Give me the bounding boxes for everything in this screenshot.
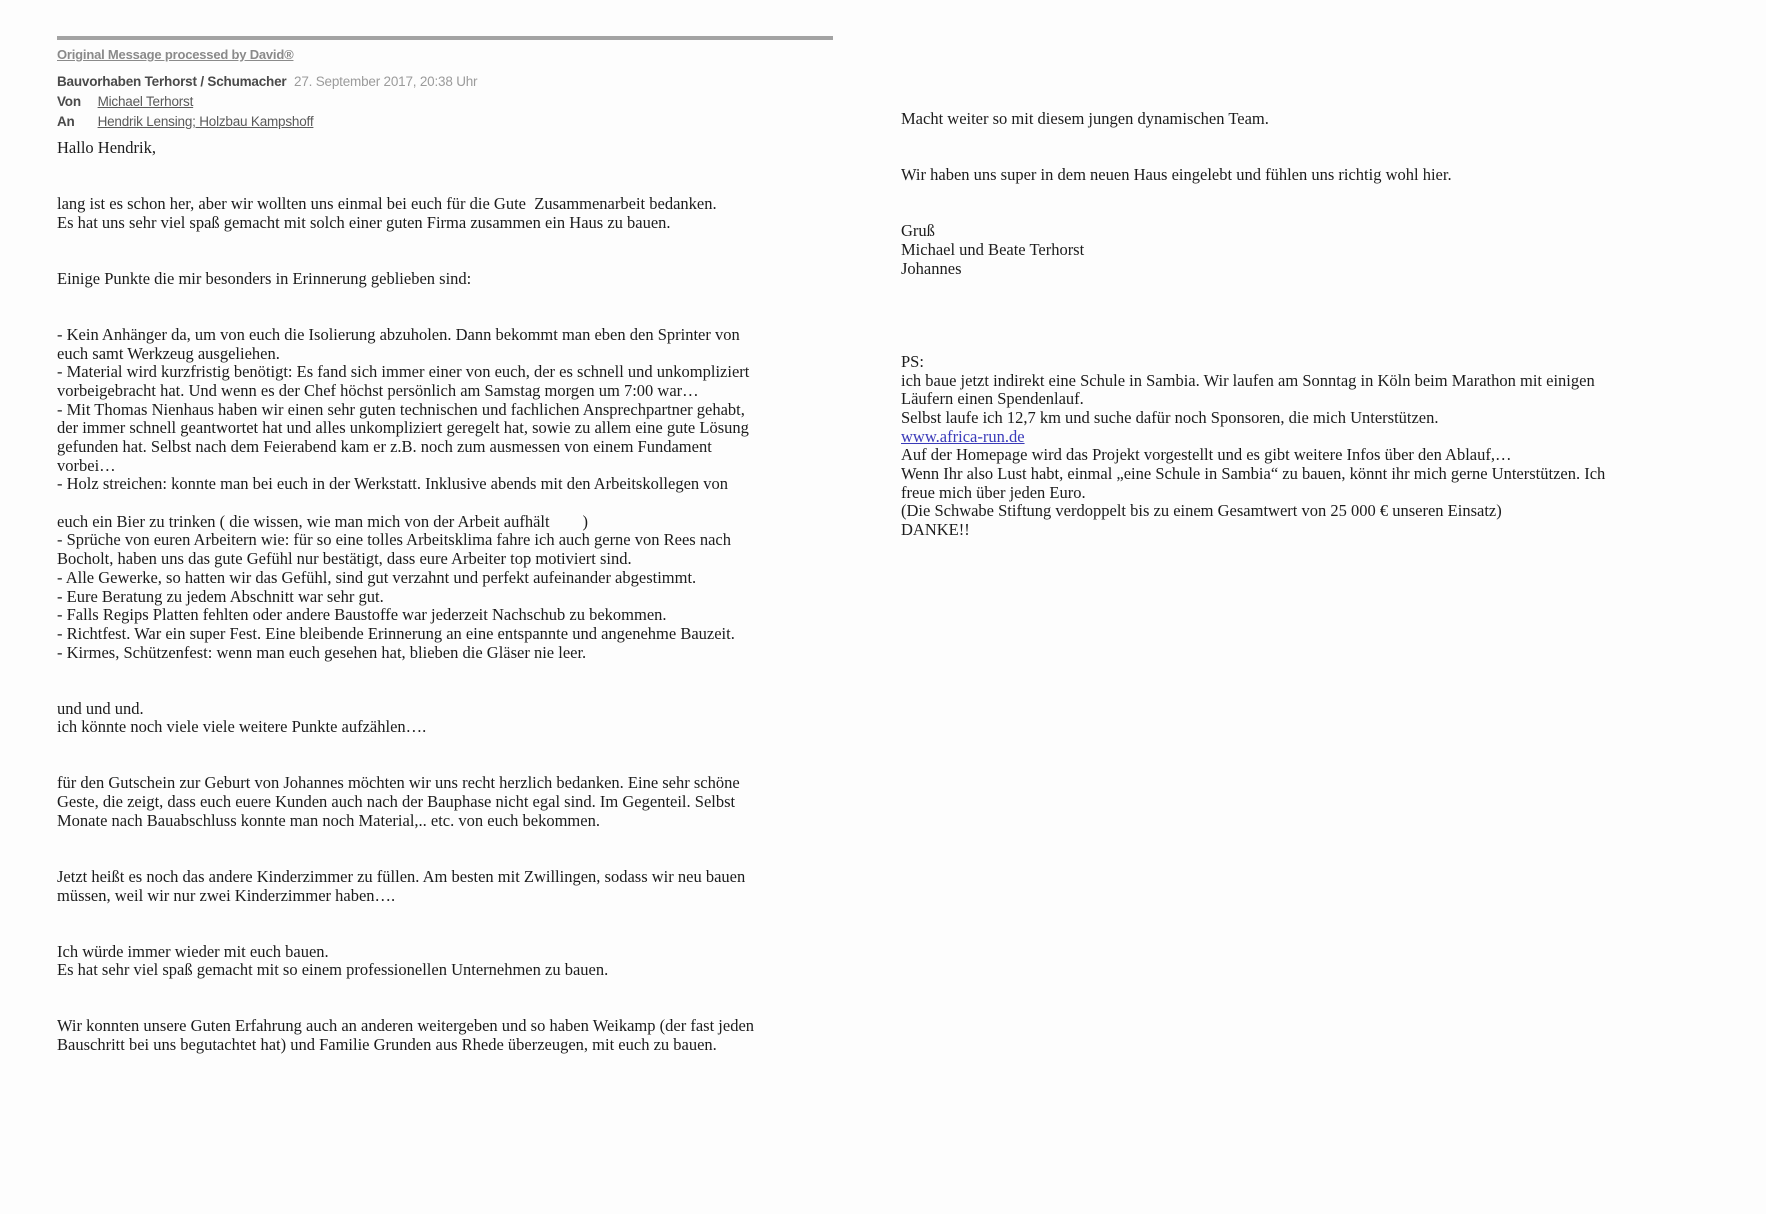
text-line: DANKE!! bbox=[901, 520, 970, 540]
text-line: - Richtfest. War ein super Fest. Eine bleibende Erinnerung an eine entspannte und angenehme Bauzeit. bbox=[57, 623, 735, 643]
email-subject: Bauvorhaben Terhorst / Schumacher bbox=[57, 74, 287, 89]
text-line: - Holz streichen: konnte man bei euch in der Werkstatt. Inklusive abends mit den Arbeitskollegen von bbox=[57, 474, 729, 494]
text-line bbox=[57, 830, 833, 849]
email-left-column bbox=[57, 36, 833, 1055]
text-line bbox=[57, 737, 833, 756]
text-line: euch ein Bier zu trinken ( die wissen, wie man mich von der Arbeit aufhält ) bbox=[57, 511, 589, 531]
text-line: Wenn Ihr also Lust habt, einmal „eine Schule in Sambia“ zu bauen, könnt ihr mich gerne Unterstützen. Ich bbox=[901, 464, 1606, 484]
text-line bbox=[57, 494, 833, 513]
text-line: Hallo Hendrik, bbox=[57, 138, 156, 157]
text-line: Auf der Homepage wird das Projekt vorgestellt und es gibt weitere Infos über den Ablauf,… bbox=[901, 445, 1512, 465]
text-line bbox=[901, 334, 1721, 353]
text-line: - Falls Regips Platten fehlten oder andere Baustoffe war jederzeit Nachschub zu bekommen. bbox=[57, 605, 667, 625]
text-line: Ich würde immer wieder mit euch bauen. bbox=[57, 941, 329, 961]
text-line: - Kirmes, Schützenfest: wenn man euch gesehen hat, blieben die Gläser nie leer. bbox=[57, 642, 587, 662]
text-line bbox=[57, 849, 833, 868]
text-line: - Sprüche von euren Arbeitern wie: für so eine tolles Arbeitsklima fahre ich auch gerne von Rees nach bbox=[57, 530, 731, 550]
to-link[interactable]: Hendrik Lensing; Holzbau Kampshoff bbox=[97, 114, 314, 129]
text-line bbox=[57, 924, 833, 943]
text-line: Es hat uns sehr viel spaß gemacht mit solch einer guten Firma zusammen ein Haus zu bauen. bbox=[57, 212, 671, 232]
text-line: der immer schnell geantwortet hat und alles unkompliziert geregelt hat, sowie zu allem eine gute Lösung bbox=[57, 418, 749, 438]
text-line bbox=[57, 176, 833, 195]
text-line: Geste, die zeigt, dass euch euere Kunden auch nach der Bauphase nicht egal sind. Im Gegenteil. Selbst bbox=[57, 792, 736, 812]
text-line bbox=[901, 203, 1721, 222]
text-line bbox=[901, 147, 1721, 166]
text-line bbox=[57, 232, 833, 251]
text-line bbox=[901, 297, 1721, 316]
header-divider bbox=[57, 36, 833, 40]
text-line: Bocholt, haben uns das gute Gefühl nur bestätigt, dass eure Arbeiter top motiviert sind. bbox=[57, 549, 632, 569]
text-line: vorbeigebracht hat. Und wenn es der Chef höchst persönlich am Samstag morgen um 7:00 war… bbox=[57, 380, 699, 400]
text-line: ich könnte noch viele viele weitere Punkte aufzählen…. bbox=[57, 717, 427, 737]
text-line bbox=[57, 662, 833, 681]
text-line bbox=[57, 905, 833, 924]
text-line: Einige Punkte die mir besonders in Erinnerung geblieben sind: bbox=[57, 268, 472, 288]
text-line: vorbei… bbox=[57, 455, 116, 475]
text-line: für den Gutschein zur Geburt von Johannes möchten wir uns recht herzlich bedanken. Eine sehr schöne bbox=[57, 773, 740, 793]
text-line: - Material wird kurzfristig benötigt: Es fand sich immer einer von euch, der es schnell und unkompliziert bbox=[57, 362, 750, 382]
text-line: (Die Schwabe Stiftung verdoppelt bis zu einem Gesamtwert von 25 000 € unseren Einsatz) bbox=[901, 501, 1502, 521]
text-line: lang ist es schon her, aber wir wollten uns einmal bei euch für die Gute Zusammenarbeit bedanken. bbox=[57, 194, 717, 214]
africa-run-link[interactable]: www.africa-run.de bbox=[901, 426, 1025, 446]
subject-row bbox=[57, 74, 833, 89]
text-line: Läufern einen Spendenlauf. bbox=[901, 389, 1084, 409]
processed-by-note[interactable]: Original Message processed by David® bbox=[57, 47, 294, 62]
text-line: müssen, weil wir nur zwei Kinderzimmer haben…. bbox=[57, 885, 396, 905]
text-line bbox=[57, 980, 833, 999]
text-line bbox=[57, 289, 833, 308]
text-line: Wir konnten unsere Guten Erfahrung auch an anderen weitergeben und so haben Weikamp (der fast jeden bbox=[57, 1016, 755, 1036]
email-body-left bbox=[57, 139, 833, 1055]
to-row bbox=[57, 114, 833, 129]
text-line bbox=[57, 999, 833, 1018]
text-line: Monate nach Bauabschluss konnte man noch Material,.. etc. von euch bekommen. bbox=[57, 810, 600, 830]
email-date: 27. September 2017, 20:38 Uhr bbox=[294, 74, 478, 89]
text-line bbox=[901, 278, 1721, 297]
text-line: freue mich über jeden Euro. bbox=[901, 482, 1086, 502]
text-line bbox=[57, 158, 833, 177]
text-line: Selbst laufe ich 12,7 km und suche dafür noch Sponsoren, die mich Unterstützen. bbox=[901, 408, 1439, 427]
text-line bbox=[57, 307, 833, 326]
to-label: An bbox=[57, 114, 75, 129]
text-line bbox=[57, 756, 833, 775]
from-row bbox=[57, 94, 833, 109]
email-body-right bbox=[901, 110, 1721, 540]
text-line: Macht weiter so mit diesem jungen dynamischen Team. bbox=[901, 109, 1269, 128]
text-line: Es hat sehr viel spaß gemacht mit so einem professionellen Unternehmen zu bauen. bbox=[57, 960, 609, 980]
text-line: Gruß bbox=[901, 221, 935, 241]
text-line bbox=[901, 185, 1721, 204]
text-line: - Kein Anhänger da, um von euch die Isolierung abzuholen. Dann bekommt man eben den Sprinter von bbox=[57, 324, 740, 344]
from-link[interactable]: Michael Terhorst bbox=[97, 94, 194, 109]
text-line bbox=[901, 316, 1721, 335]
text-line bbox=[57, 681, 833, 700]
text-line bbox=[57, 251, 833, 270]
text-line: Johannes bbox=[901, 258, 962, 278]
text-line: ich baue jetzt indirekt eine Schule in Sambia. Wir laufen am Sonntag in Köln beim Marathon mit einigen bbox=[901, 370, 1595, 390]
text-line: Michael und Beate Terhorst bbox=[901, 239, 1085, 259]
text-line: Bauschritt bei uns begutachtet hat) und Familie Grunden aus Rhede überzeugen, mit euch zu bauen. bbox=[57, 1035, 717, 1054]
text-line bbox=[901, 129, 1721, 148]
text-line: Jetzt heißt es noch das andere Kinderzimmer zu füllen. Am besten mit Zwillingen, sodass wir neu bauen bbox=[57, 866, 746, 886]
from-label: Von bbox=[57, 94, 81, 109]
text-line: gefunden hat. Selbst nach dem Feierabend kam er z.B. noch zum ausmessen von einem Fundament bbox=[57, 437, 712, 456]
text-line: und und und. bbox=[57, 698, 144, 718]
text-line: - Eure Beratung zu jedem Abschnitt war sehr gut. bbox=[57, 586, 384, 606]
text-line: Wir haben uns super in dem neuen Haus eingelebt und fühlen uns richtig wohl hier. bbox=[901, 165, 1452, 185]
text-line: euch samt Werkzeug ausgeliehen. bbox=[57, 343, 280, 363]
text-line: - Alle Gewerke, so hatten wir das Gefühl, sind gut verzahnt und perfekt aufeinander abgestimmt. bbox=[57, 567, 697, 587]
text-line: PS: bbox=[901, 351, 924, 371]
text-line bbox=[901, 428, 1721, 447]
text-line: - Mit Thomas Nienhaus haben wir einen sehr guten technischen und fachlichen Ansprechpartner gehabt, bbox=[57, 399, 745, 419]
